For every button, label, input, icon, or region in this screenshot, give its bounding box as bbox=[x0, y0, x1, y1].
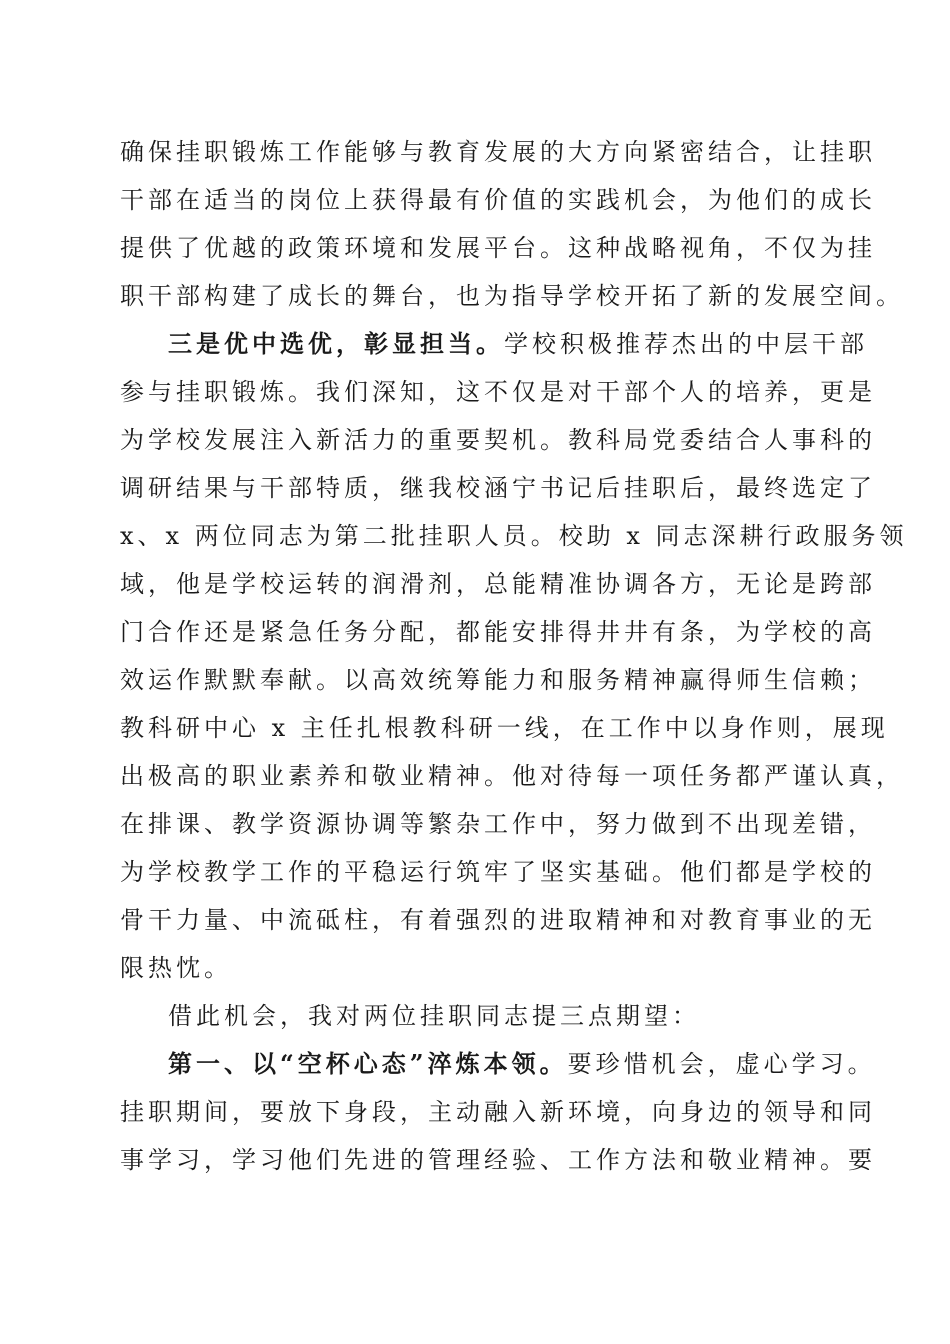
text-line: 挂职期间，要放下身段，主动融入新环境，向身边的领导和同 bbox=[120, 1098, 876, 1126]
text-line: 教科研中心 x 主任扎根教科研一线，在工作中以身作则，展现 bbox=[120, 714, 889, 742]
text-line: 效运作默默奉献。以高效统筹能力和服务精神赢得师生信赖； bbox=[120, 666, 876, 694]
text-line: 借此机会，我对两位挂职同志提三点期望： bbox=[168, 1002, 700, 1030]
heading-three: 三是优中选优，彰显担当。 bbox=[168, 329, 504, 358]
paragraph-first-line bbox=[168, 1044, 876, 1084]
text-line: 调研结果与干部特质，继我校涵宁书记后挂职后，最终选定了 bbox=[120, 474, 876, 502]
text-run: 要珍惜机会，虚心学习。 bbox=[567, 1050, 876, 1078]
text-line: 为学校教学工作的平稳运行筑牢了坚实基础。他们都是学校的 bbox=[120, 858, 876, 886]
text-line: 骨干力量、中流砥柱，有着强烈的进取精神和对教育事业的无 bbox=[120, 906, 876, 934]
text-line: x、x 两位同志为第二批挂职人员。校助 x 同志深耕行政服务领 bbox=[120, 522, 908, 550]
heading-first: 第一、以“空杯心态”淬炼本领。 bbox=[168, 1049, 568, 1078]
text-line: 为学校发展注入新活力的重要契机。教科局党委结合人事科的 bbox=[120, 426, 876, 454]
text-line: 职干部构建了成长的舞台，也为指导学校开拓了新的发展空间。 bbox=[120, 282, 904, 310]
text-line: 事学习，学习他们先进的管理经验、工作方法和敬业精神。要 bbox=[120, 1146, 876, 1174]
paragraph-three-first-line bbox=[168, 324, 868, 364]
text-line: 提供了优越的政策环境和发展平台。这种战略视角，不仅为挂 bbox=[120, 234, 876, 262]
text-line: 域，他是学校运转的润滑剂，总能精准协调各方，无论是跨部 bbox=[120, 570, 876, 598]
text-line: 出极高的职业素养和敬业精神。他对待每一项任务都严谨认真， bbox=[120, 762, 904, 790]
text-line: 在排课、教学资源协调等繁杂工作中，努力做到不出现差错， bbox=[120, 810, 876, 838]
text-line: 参与挂职锻炼。我们深知，这不仅是对干部个人的培养，更是 bbox=[120, 378, 876, 406]
text-line: 确保挂职锻炼工作能够与教育发展的大方向紧密结合，让挂职 bbox=[120, 138, 876, 166]
text-run: 学校积极推荐杰出的中层干部 bbox=[504, 330, 868, 358]
text-line: 门合作还是紧急任务分配，都能安排得井井有条，为学校的高 bbox=[120, 618, 876, 646]
text-line: 限热忱。 bbox=[120, 954, 232, 982]
text-line: 干部在适当的岗位上获得最有价值的实践机会，为他们的成长 bbox=[120, 186, 876, 214]
